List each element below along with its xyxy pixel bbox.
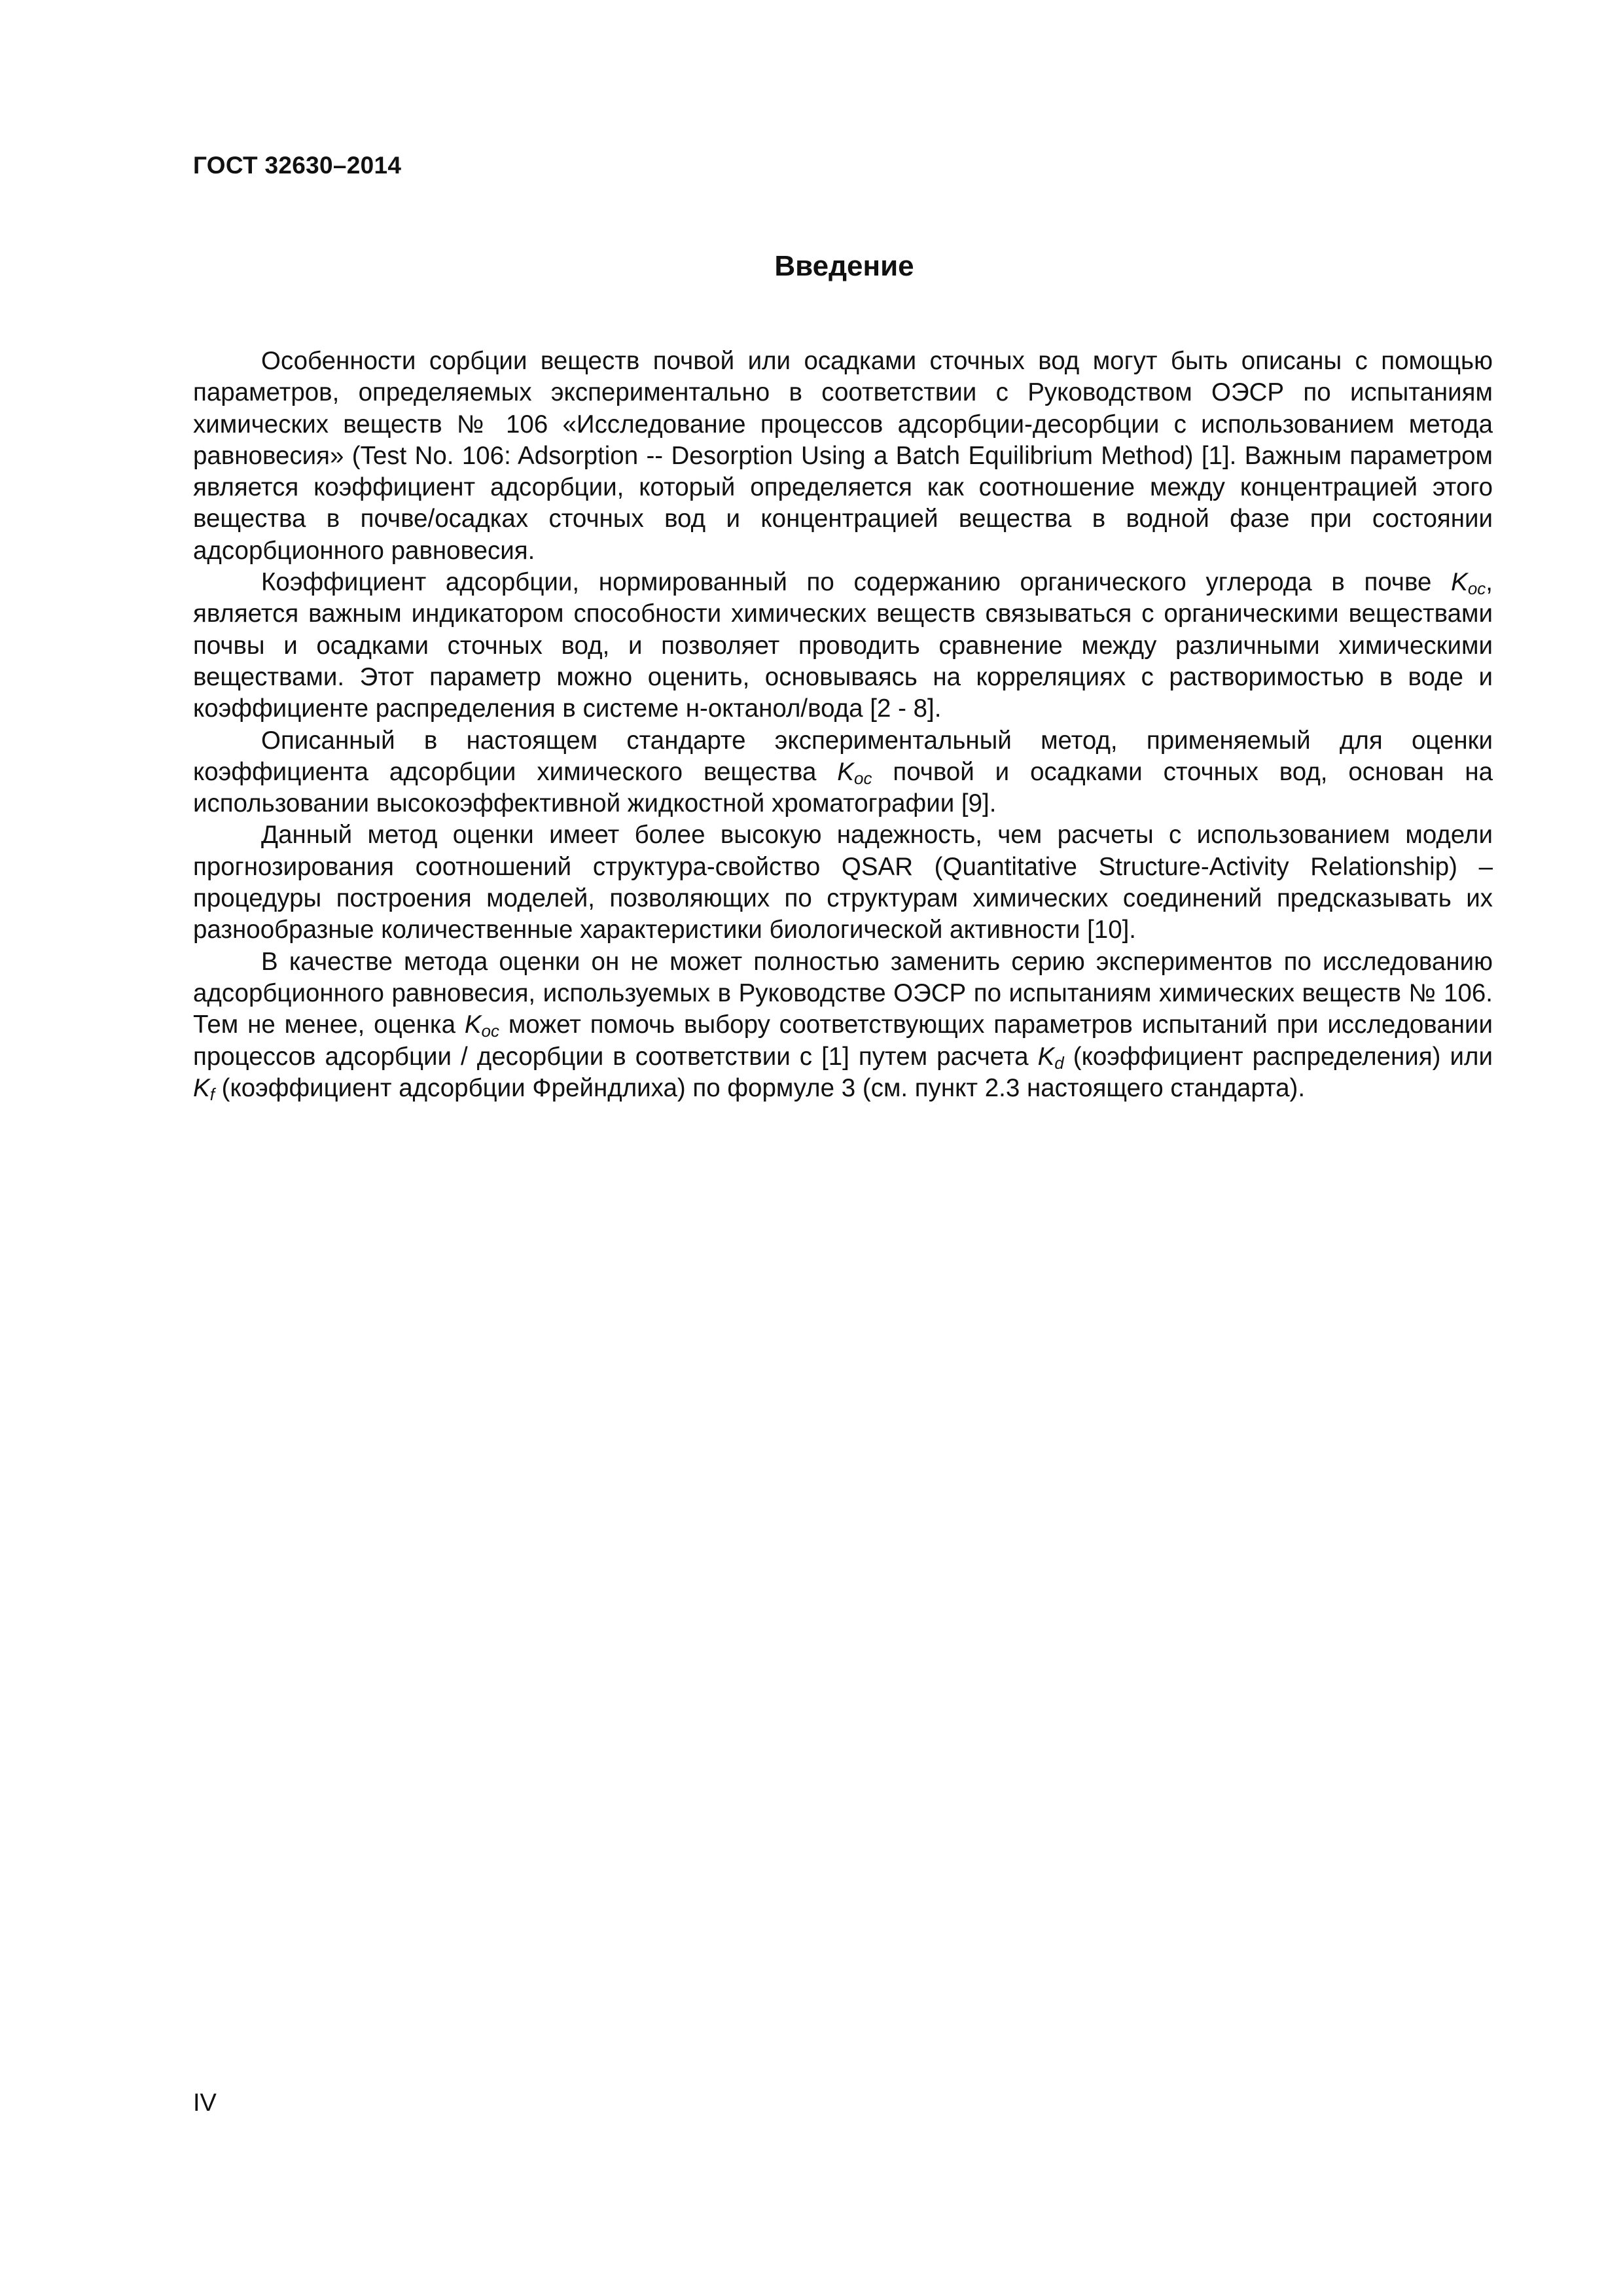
symbol-koc: $K_{oc}$ xyxy=(1451,568,1486,599)
paragraph-1: Особенности сорбции веществ почвой или осадками сточных вод могут быть описаны с помощью параметров, определяемых экспериментально в соответствии с Руководством ОЭСР по испытаниям химических веществ № 106 «Исследование процессов адсорбции-десорбции с использованием метода равновесия» (Test No. 106: Adsorption -- Desorption Using a Batch Equilibrium Method) [1]. Важным параметром является коэффициент адсорбции, который определяется как соотношение между концентрацией этого вещества в почве/осадках сточных вод и концентрацией вещества в водной фазе при состоянии адсорбционного равновесия. xyxy=(193,347,1493,565)
paragraph-3-text-a: Описанный в настоящем стандарте экспериментальный метод, применяемый для оценки коэффициента адсорбции химического вещества xyxy=(193,726,1493,786)
section-title: Введение xyxy=(774,250,914,282)
paragraph-5-text-c: (коэффициент распределения) или xyxy=(1063,1042,1493,1071)
paragraph-2 xyxy=(193,567,1493,725)
section-body xyxy=(193,346,1493,1104)
paragraph-2-text-a: Коэффициент адсорбции, нормированный по содержанию органического углерода в почве xyxy=(261,568,1452,597)
paragraph-5 xyxy=(193,946,1493,1104)
paragraph-5-text-b: может помочь выбору соответствующих параметров испытаний при исследовании процессов адсорбции / десорбции в соответствии с [1] путем расчета xyxy=(193,1011,1493,1071)
symbol-kf: $K_f$ xyxy=(193,1073,215,1104)
symbol-koc: $K_{oc}$ xyxy=(837,757,872,788)
symbol-koc: $K_{oc}$ xyxy=(464,1011,500,1041)
page-number: IV xyxy=(193,2089,217,2117)
paragraph-4: Данный метод оценки имеет более высокую надежность, чем расчеты с использованием модели прогнозирования соотношений структура-свойство QSAR (Quantitative Structure-Activity Relationship) – процедуры построения моделей, позволяющих по структурам химических соединений предсказывать их разнообразные количественные характеристики биологической активности [10]. xyxy=(193,821,1493,944)
symbol-kd: $K_d$ xyxy=(1037,1042,1064,1073)
paragraph-5-text-a: В качестве метода оценки он не может полностью заменить серию экспериментов по исследованию адсорбционного равновесия, используемых в Руководстве ОЭСР по испытаниям химических веществ № 106. Тем не менее, оценка xyxy=(193,947,1493,1039)
paragraph-5-text-d: (коэффициент адсорбции Фрейндлиха) по формуле 3 (см. пункт 2.3 настоящего стандарта). xyxy=(214,1073,1306,1102)
paragraph-3-text-b: почвой и осадками сточных вод, основан на использовании высокоэффективной жидкостной хроматографии [9]. xyxy=(193,757,1493,818)
paragraph-3 xyxy=(193,725,1493,820)
paragraph-2-text-b: , является важным индикатором способности химических веществ связываться с органическими веществами почвы и осадками сточных вод, и позволяет проводить сравнение между различными химическими веществами. Этот параметр можно оценить, основываясь на корреляциях с растворимостью в воде и коэффициенте распределения в системе н-октанол/вода [2 - 8]. xyxy=(193,568,1493,723)
document-header-id: ГОСТ 32630–2014 xyxy=(193,152,402,179)
